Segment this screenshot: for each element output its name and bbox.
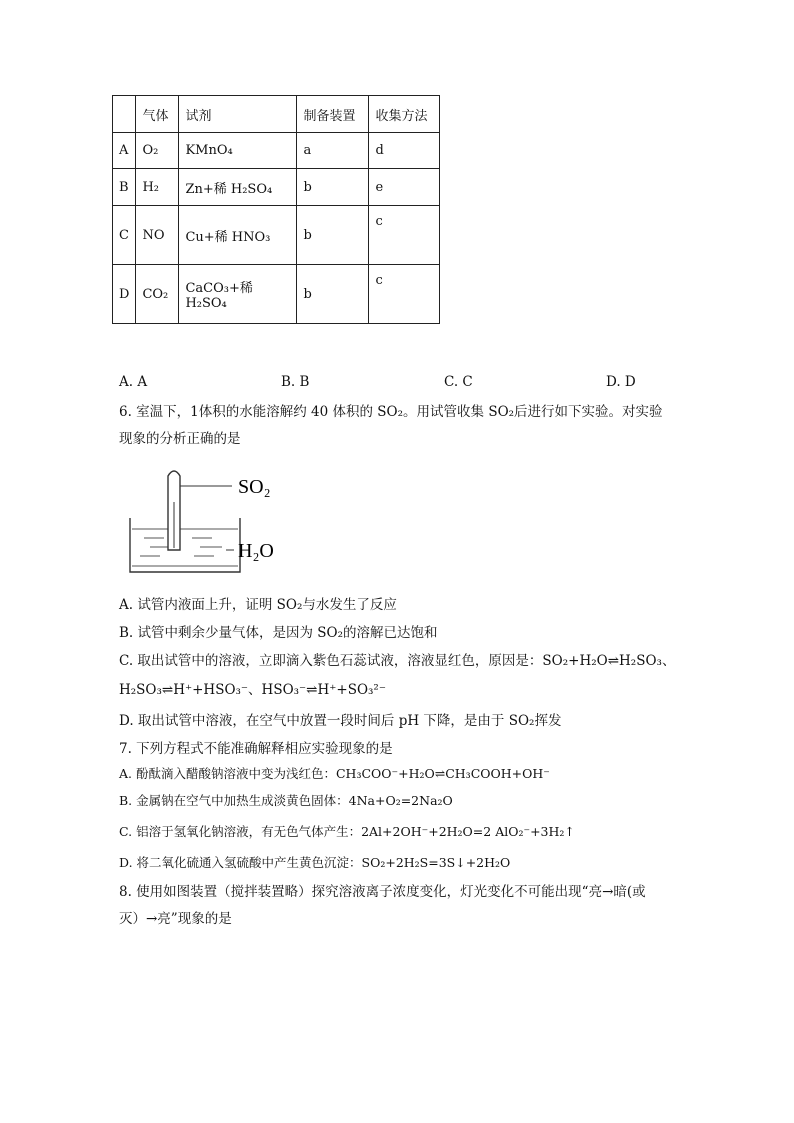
beaker-shape [130, 518, 240, 572]
q8-stem: 8. 使用如图装置（搅拌装置略）探究溶液离子浓度变化，灯光变化不可能出现“亮→暗(或 [119, 884, 646, 900]
q8-stem-cont: 灭）→亮”现象的是 [119, 911, 232, 927]
reagent-cell: KMnO₄ [179, 133, 297, 169]
h2o-label: H₂O [238, 540, 274, 562]
device-cell: b [297, 265, 369, 324]
q7-stem: 7. 下列方程式不能准确解释相应实验现象的是 [119, 741, 393, 757]
table-row [113, 265, 440, 324]
q7-option-a: A. 酚酞滴入醋酸钠溶液中变为浅红色：CH₃COO⁻+H₂O⇌CH₃COOH+OH⁻ [119, 766, 550, 781]
table-row [113, 169, 440, 206]
q6-option-c: C. 取出试管中的溶液，立即滴入紫色石蕊试液，溶液显红色，原因是：SO₂+H₂O⇌H₂SO₃、 [119, 653, 676, 669]
gas-cell: H₂ [136, 169, 179, 206]
table-row [113, 133, 440, 169]
gas-cell: NO [136, 206, 179, 265]
q7-option-b: B. 金属钠在空气中加热生成淡黄色固体：4Na+O₂=2Na₂O [119, 793, 453, 808]
collect-cell: d [369, 133, 440, 169]
q5-option-a: A. A [119, 374, 148, 390]
collect-cell: c [369, 265, 440, 324]
so2-label: SO₂ [238, 476, 271, 498]
q5-option-d: D. D [606, 374, 636, 390]
header-cell: 制备装置 [297, 96, 369, 133]
header-cell: 气体 [136, 96, 179, 133]
q6-stem: 6. 室温下，1体积的水能溶解约 40 体积的 SO₂。用试管收集 SO₂后进行如下实验。对实验 [119, 404, 663, 420]
row-label: C [113, 206, 136, 265]
q6-option-a: A. 试管内液面上升，证明 SO₂与水发生了反应 [119, 597, 397, 613]
q5-option-b: B. B [281, 374, 310, 390]
reagent-cell: Zn+稀 H₂SO₄ [179, 169, 297, 206]
device-cell: b [297, 169, 369, 206]
header-cell [113, 96, 136, 133]
device-cell: b [297, 206, 369, 265]
reagent-cell: CaCO₃+稀 H₂SO₄ [179, 265, 297, 324]
q6-stem-cont: 现象的分析正确的是 [119, 431, 241, 447]
water-surface-lines [132, 529, 238, 566]
header-cell: 收集方法 [369, 96, 440, 133]
header-cell: 试剂 [179, 96, 297, 133]
q5-options [119, 374, 679, 392]
q7-option-d: D. 将二氧化硫通入氢硫酸中产生黄色沉淀：SO₂+2H₂S=3S↓+2H₂O [119, 855, 511, 870]
collect-cell: e [369, 169, 440, 206]
table-row [113, 206, 440, 265]
row-label: A [113, 133, 136, 169]
table-header-row [113, 96, 440, 133]
q6-option-c-equations: H₂SO₃⇌H⁺+HSO₃⁻、HSO₃⁻⇌H⁺+SO₃²⁻ [119, 682, 386, 698]
reagent-cell: Cu+稀 HNO₃ [179, 206, 297, 265]
gas-cell: CO₂ [136, 265, 179, 324]
gas-cell: O₂ [136, 133, 179, 169]
device-cell: a [297, 133, 369, 169]
gas-preparation-table [112, 95, 440, 324]
q6-option-d: D. 取出试管中溶液，在空气中放置一段时间后 pH 下降，是由于 SO₂挥发 [119, 713, 562, 729]
q6-option-b: B. 试管中剩余少量气体，是因为 SO₂的溶解已达饱和 [119, 625, 438, 641]
row-label: D [113, 265, 136, 324]
q5-option-c: C. C [444, 374, 473, 390]
collect-cell: c [369, 206, 440, 265]
row-label: B [113, 169, 136, 206]
q7-option-c: C. 铝溶于氢氧化钠溶液，有无色气体产生：2Al+2OH⁻+2H₂O=2 AlO₂⁻+3H₂↑ [119, 824, 575, 839]
test-tube-figure [122, 462, 292, 580]
